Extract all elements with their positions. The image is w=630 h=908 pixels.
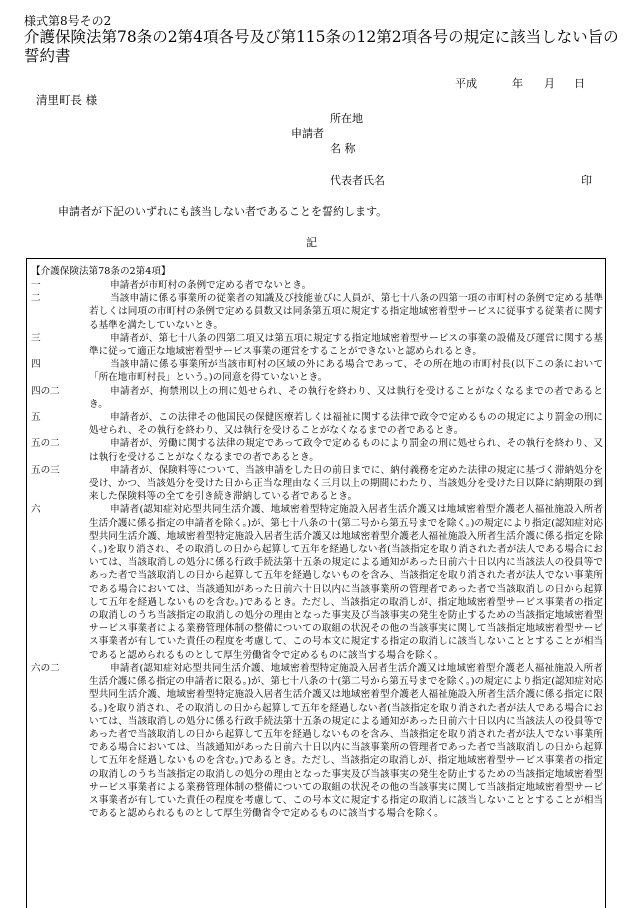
article-item: [31, 503, 603, 661]
date-month-label: 月: [544, 77, 555, 90]
item-text: 申請者が、第七十八条の四第二項又は第五項に規定する指定地域密着型サービスの事業の設備及び運営に関する基準に従って適正な地域密着型サービス事業の運営をすることができないと認められるとき。: [89, 332, 603, 358]
article-item: [31, 385, 603, 411]
item-number: 五の二: [31, 438, 60, 450]
address-label: 所在地: [330, 112, 363, 125]
document-title: 介護保険法第78条の2第4項各号及び第115条の12第2項各号の規定に該当しない旨の誓約書: [24, 28, 619, 65]
item-text: 申請者が市町村の条例で定める者でないとき。: [110, 280, 312, 291]
item-text: 申請者が、この法律その他国民の保健医療若しくは福祉に関する法律で政令で定めるものの規定により罰金の刑に処せられ、その執行を終わり、又は執行を受けることがなくなるまでの者であるとき。: [89, 412, 603, 437]
article-box: [26, 258, 606, 908]
form-number: 様式第8号その2: [24, 14, 112, 28]
article-heading: 【介護保険法第78条の2第4項】: [31, 266, 171, 277]
item-number: 一: [31, 280, 41, 291]
addressee: 清里町長 様: [36, 93, 98, 107]
representative-name-label: 代表者氏名: [330, 174, 385, 187]
date-year-label: 年: [512, 77, 523, 90]
article-item: [31, 292, 603, 332]
name-label: 名 称: [330, 142, 356, 155]
item-text: 申請者が、拘禁刑以上の刑に処せられ、その執行を終わり、又は執行を受けることがなくなるまでの者であるとき。: [89, 385, 603, 410]
article-item: [31, 411, 603, 437]
ki-heading: 記: [306, 236, 317, 249]
item-text: 当該申請に係る事業所が当該市町村の区域の外にある場合であって、その所在地の市町村長(以下この条において「所在地市町村長」という。)の同意を得ていないとき。: [89, 359, 603, 384]
item-text: 当該申請に係る事業所の従業者の知識及び技能並びに人員が、第七十八条の四第一項の市町村の条例で定める基準若しくは同項の市町村の条例で定める員数又は同条第五項に規定する指定地域密着型サービスに従事する従業者に関する基準を満たしていないとき。: [89, 293, 603, 331]
item-number: 三: [31, 332, 41, 344]
article-item: [31, 332, 603, 358]
item-number: 二: [31, 293, 41, 305]
pledge-statement: 申請者が下記のいずれにも該当しない者であることを誓約します。: [58, 205, 388, 218]
date-era-label: 平成: [455, 77, 477, 90]
item-text: 申請者が、保険料等について、当該申請をした日の前日までに、納付義務を定めた法律の規定に基づく滞納処分を受け、かつ、当該処分を受けた日から正当な理由なく三月以上の期間にわたり、当該処分を受けた日以降に納期限の到来した保険料等の全てを引き続き滞納している者であるとき。: [89, 464, 603, 503]
article-item: [31, 662, 603, 820]
item-number: 五: [31, 412, 41, 424]
item-number: 六: [31, 504, 41, 516]
item-number: 四: [31, 359, 41, 371]
article-item-list: [31, 279, 603, 820]
article-item: [31, 437, 603, 463]
date-day-label: 日: [574, 77, 585, 90]
applicant-label: 申請者: [291, 127, 324, 140]
item-text: 申請者が、労働に関する法律の規定であって政令で定めるものにより罰金の刑に処せられ、その執行を終わり、又は執行を受けることがなくなるまでの者であるとき。: [89, 438, 603, 463]
item-text: 申請者(認知症対応型共同生活介護、地域密着型特定施設入居者生活介護又は地域密着型介護老人福祉施設入所者生活介護に係る指定の申請者を除く。)が、第七十八条の十(第二号から第五号までを除く。)の規定により指定(認知症対応型共同生活介護、地域密着型特定施設入居者生活介護又は地域密着型介護老人福祉施設入所者生活介護に係る指定を除く。)を取り消され、その取消しの日から起算して五年を経過しない者(当該指定を取り消された者が法人である場合においては、当該取消しの処分に係る行政手続法第十五条の規定による通知があった日前六十日以内に当該法人の役員等であった者で当該取消しの日から起算して五年を経過しないものを含み、当該指定を取り消された者が法人でない事業所である場合においては、当該通知があった日前六十日以内に当該事業所の管理者であった者で当該取消しの日から起算して五年を経過しないものを含む。)であるとき。ただし、当該指定の取消しが、指定地域密着型サービス事業者の指定の取消しのうち当該指定の取消しの処分の理由となった事実及び当該事実の発生を防止するための当該指定地域密着型サービス事業者による業務管理体制の整備についての取組の状況その他の当該事実に関して当該指定地域密着型サービス事業者が有していた責任の程度を考慮して、この号本文に規定する指定の取消しに該当しないこととすることが相当であると認められるものとして厚生労働省令で定めるものに該当する場合を除く。: [89, 504, 603, 661]
seal-label: 印: [581, 174, 592, 187]
item-number: 五の三: [31, 464, 60, 476]
item-number: 四の二: [31, 385, 60, 397]
article-item: [31, 358, 603, 384]
article-item: [31, 464, 603, 504]
item-text: 申請者(認知症対応型共同生活介護、地域密着型特定施設入居者生活介護又は地域密着型介護老人福祉施設入所者生活介護に係る指定の申請者に限る。)が、第七十八条の十(第二号から第五号までを除く。)の規定により指定(認知症対応型共同生活介護、地域密着型特定施設入居者生活介護又は地域密着型介護老人福祉施設入所者生活介護に係る指定に限る。)を取り消され、その取消しの日から起算して五年を経過しない者(当該指定を取り消された者が法人である場合においては、当該取消しの処分に係る行政手続法第十五条の規定による通知があった日前六十日以内に当該法人の役員等であった者で当該取消しの日から起算して五年を経過しないものを含み、当該指定を取り消された者が法人でない事業所である場合においては、当該通知があった日前六十日以内に当該事業所の管理者であった者で当該取消しの日から起算して五年を経過しないものを含む。)であるとき。ただし、当該指定の取消しが、指定地域密着型サービス事業者の指定の取消しのうち当該指定の取消しの処分の理由となった事実及び当該事実の発生を防止するための当該指定地域密着型サービス事業者による業務管理体制の整備についての取組の状況その他の当該事実に関して当該指定地域密着型サービス事業者が有していた責任の程度を考慮して、この号本文に規定する指定の取消しに該当しないこととすることが相当であると認められるものとして厚生労働省令で定めるものに該当する場合を除く。: [89, 662, 603, 820]
article-item: [31, 279, 603, 292]
item-number: 六の二: [31, 662, 60, 674]
